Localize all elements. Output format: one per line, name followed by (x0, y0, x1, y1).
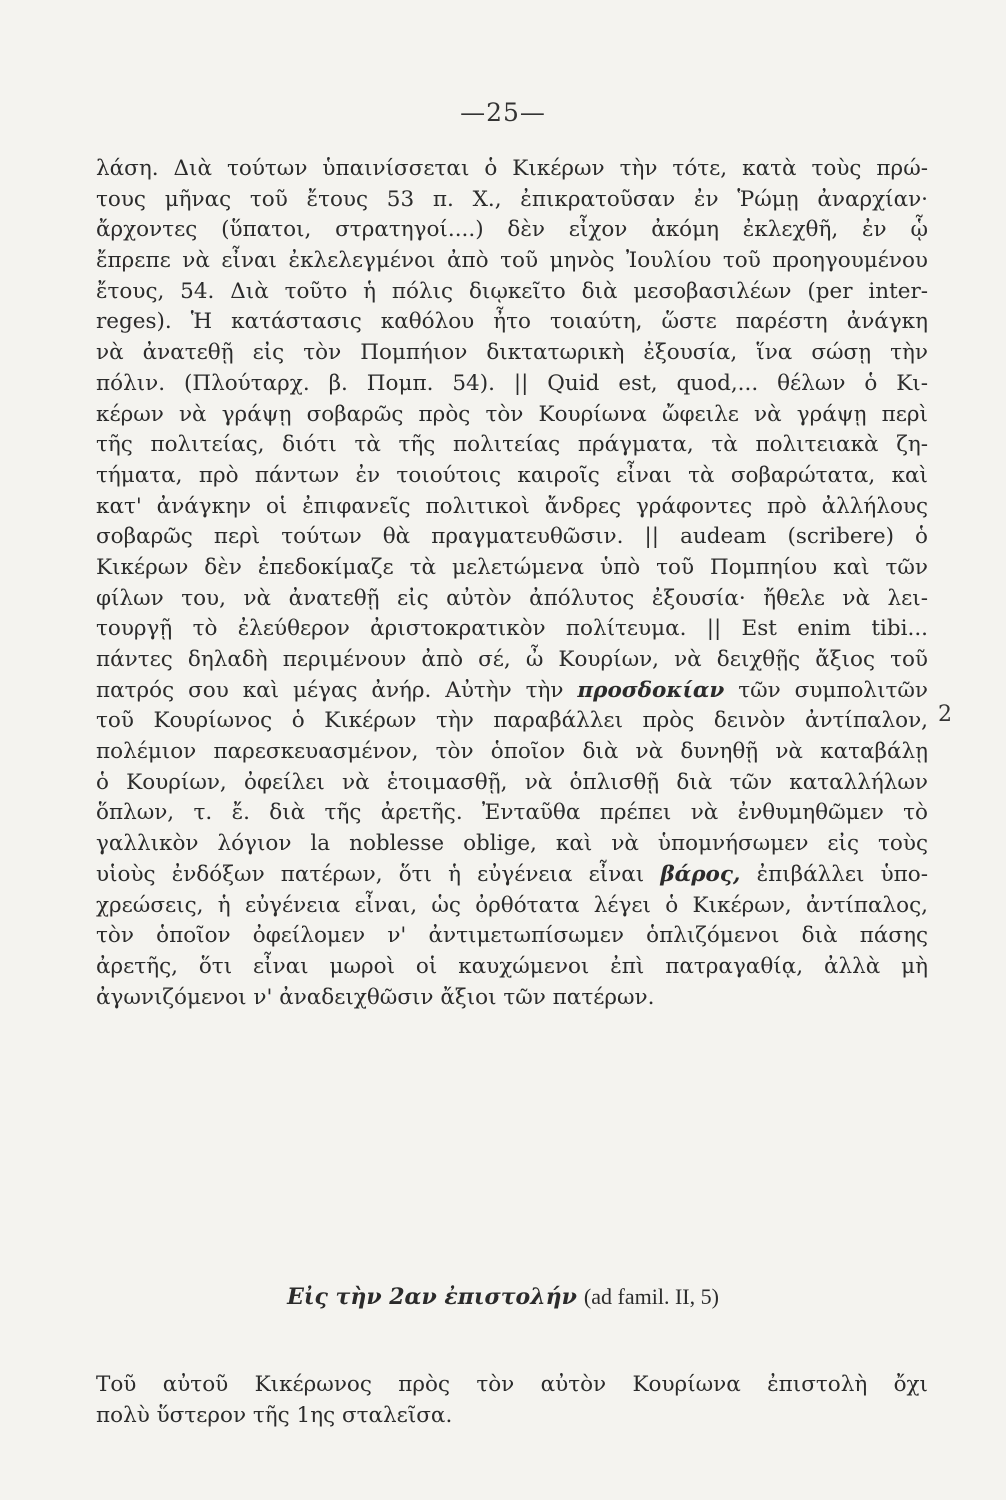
body_lines-line: λάση. Διὰ τούτων ὑπαινίσσεται ὁ Κικέρων τὴν τότε, κατὰ τοὺς πρώ- (96, 156, 928, 181)
body_lines-line: ἀγωνιζόμενοι ν' ἀναδειχθῶσιν ἄξιοι τῶν πατέρων. (96, 984, 655, 1010)
body_lines-line: ἄρχοντες (ὕπατοι, στρατηγοί....) δὲν εἶχον ἀκόμη ἐκλεχθῆ, ἐν ᾧ (96, 217, 928, 243)
body_lines-line: ἀρετῆς, ὅτι εἶναι μωροὶ οἱ καυχώμενοι ἐπὶ πατραγαθίᾳ, ἀλλὰ μὴ (96, 953, 928, 979)
intro-text (96, 1370, 928, 1431)
body_lines-line: υἱοὺς ἐνδόξων πατέρων, ὅτι ἡ εὐγένεια εἶναι βάρος, ἐπιβάλλει ὑπο- (96, 861, 928, 887)
section-heading-greek: Εἰς τὴν 2αν ἐπιστολήν (287, 1284, 577, 1310)
body_lines-line: τοῦ Κουρίωνος ὁ Κικέρων τὴν παραβάλλει πρὸς δεινὸν ἀντίπαλον, (96, 708, 928, 734)
body-text (96, 154, 928, 1013)
emphasis: προσδοκίαν (577, 677, 725, 703)
body_lines-line: ὅπλων, τ. ἔ. διὰ τῆς ἀρετῆς. Ἐνταῦθα πρέπει νὰ ἐνθυμηθῶμεν τὸ (96, 800, 928, 826)
intro_lines-line: Τοῦ αὐτοῦ Κικέρωνος πρὸς τὸν αὐτὸν Κουρίωνα ἐπιστολὴ ὄχι (96, 1372, 928, 1397)
section-heading (0, 1284, 1006, 1310)
body_lines-line: ἔτους, 54. Διὰ τοῦτο ἡ πόλις διῳκεῖτο διὰ μεσοβασιλέων (per inter- (96, 278, 928, 304)
body_lines-line: ἔπρεπε νὰ εἶναι ἐκλελεγμένοι ἀπὸ τοῦ μηνὸς Ἰουλίου τοῦ προηγουμένου (96, 248, 928, 274)
body_lines-line: πάντες δηλαδὴ περιμένουν ἀπὸ σέ, ὦ Κουρίων, νὰ δειχθῇς ἄξιος τοῦ (96, 647, 928, 672)
body_lines-line: Κικέρων δὲν ἐπεδοκίμαζε τὰ μελετώμενα ὑπὸ τοῦ Πομπηίου καὶ τῶν (96, 554, 928, 580)
body_lines-line: χρεώσεις, ἡ εὐγένεια εἶναι, ὡς ὀρθότατα λέγει ὁ Κικέρων, ἀντίπαλος, (96, 892, 928, 918)
section-heading-latin: (ad famil. II, 5) (583, 1284, 719, 1309)
body_lines-line: σοβαρῶς περὶ τούτων θὰ πραγματευθῶσιν. || audeam (scribere) ὁ (96, 524, 928, 550)
body_lines-line: τὸν ὁποῖον ὀφείλομεν ν' ἀντιμετωπίσωμεν ὁπλιζόμενοι διὰ πάσης (96, 923, 928, 949)
body_lines-line: τουργῇ τὸ ἐλεύθερον ἀριστοκρατικὸν πολίτευμα. || Est enim tibi... (96, 616, 928, 642)
body_lines-line: τῆς πολιτείας, διότι τὰ τῆς πολιτείας πράγματα, τὰ πολιτειακὰ ζη- (96, 432, 928, 458)
body_lines-line: τους μῆνας τοῦ ἔτους 53 π. Χ., ἐπικρατοῦσαν ἐν Ῥώμῃ ἀναρχίαν· (96, 186, 928, 212)
body_lines-line: νὰ ἀνατεθῇ εἰς τὸν Πομπήιον δικτατωρικὴ ἐξουσία, ἵνα σώσῃ τὴν (96, 340, 928, 366)
body_lines-line: reges). Ἡ κατάστασις καθόλου ἦτο τοιαύτη, ὥστε παρέστη ἀνάγκη (96, 309, 928, 335)
body_lines-line: τήματα, πρὸ πάντων ἐν τοιούτοις καιροῖς εἶναι τὰ σοβαρώτατα, καὶ (96, 462, 928, 488)
intro_lines-line: πολὺ ὕστερον τῆς 1ης σταλεῖσα. (96, 1402, 453, 1428)
body_lines-line: πολέμιον παρεσκευασμένον, τὸν ὁποῖον διὰ νὰ δυνηθῇ νὰ καταβάλῃ (96, 739, 928, 765)
margin-note: 2 (938, 702, 952, 727)
body_lines-line: φίλων του, νὰ ἀνατεθῇ εἰς αὐτὸν ἀπόλυτος ἐξουσία· ἤθελε νὰ λει- (96, 585, 928, 611)
body_lines-line: γαλλικὸν λόγιον la noblesse oblige, καὶ νὰ ὑπομνήσωμεν εἰς τοὺς (96, 831, 928, 857)
emphasis: βάρος, (660, 861, 741, 887)
body_lines-line: κατ' ἀνάγκην οἱ ἐπιφανεῖς πολιτικοὶ ἄνδρες γράφοντες πρὸ ἀλλήλους (96, 493, 928, 519)
body_lines-line: πατρός σου καὶ μέγας ἀνήρ. Αὐτὴν τὴν προσδοκίαν τῶν συμπολιτῶν (96, 677, 928, 703)
page-number: —25— (460, 98, 546, 127)
body_lines-line: ὁ Κουρίων, ὀφείλει νὰ ἑτοιμασθῇ, νὰ ὁπλισθῇ διὰ τῶν καταλλήλων (96, 769, 928, 795)
body_lines-line: κέρων νὰ γράψῃ σοβαρῶς πρὸς τὸν Κουρίωνα ὤφειλε νὰ γράψῃ περὶ (96, 401, 928, 427)
body_lines-line: πόλιν. (Πλούταρχ. β. Πομπ. 54). || Quid est, quod,... θέλων ὁ Κι- (96, 370, 928, 396)
